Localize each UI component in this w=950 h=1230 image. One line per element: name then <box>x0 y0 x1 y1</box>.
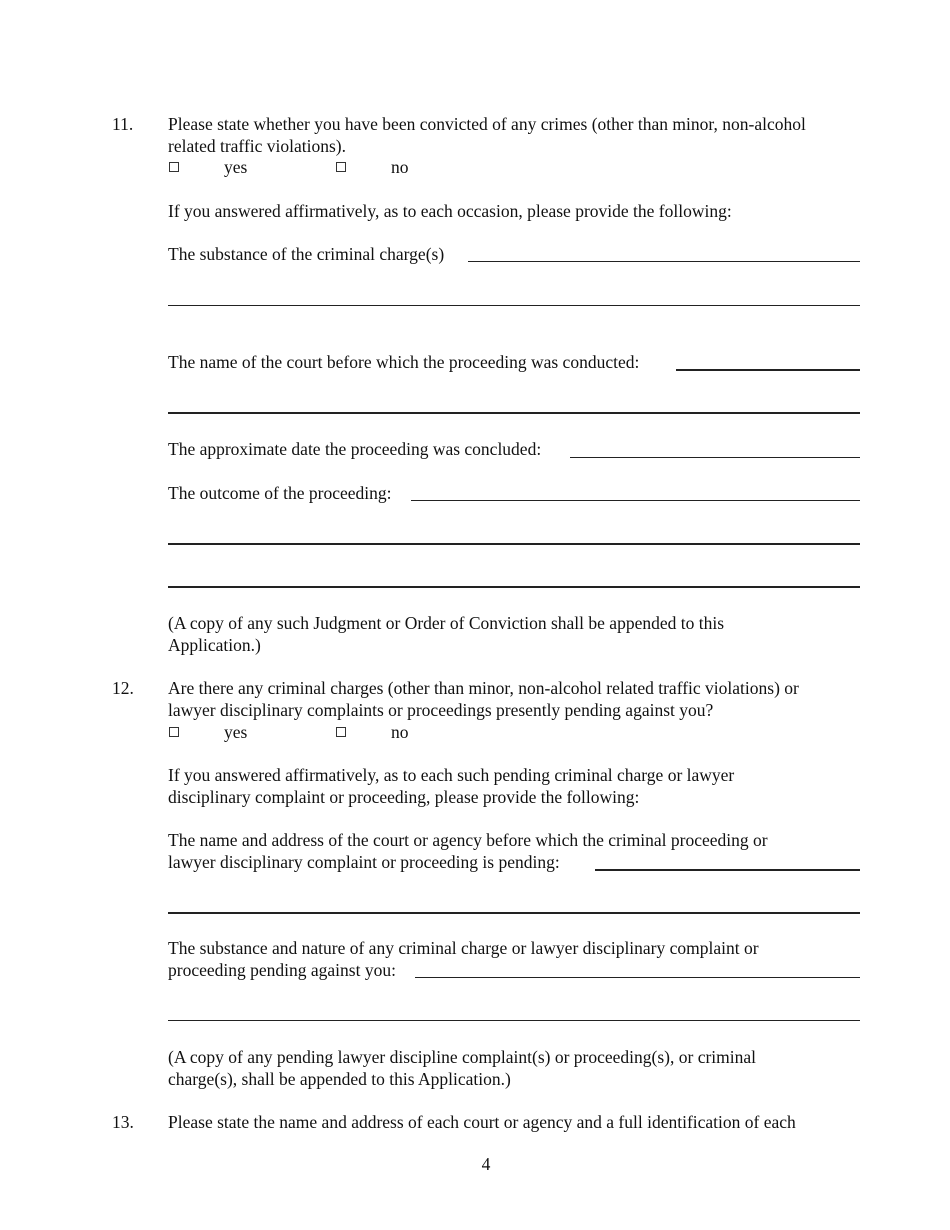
q12-note-line1: (A copy of any pending lawyer discipline complaint(s) or proceeding(s), or criminal <box>168 1047 757 1067</box>
q12-instruction-line1: If you answered affirmatively, as to each such pending criminal charge or lawyer <box>168 765 735 785</box>
q11-date-label: The approximate date the proceeding was concluded: <box>168 439 542 459</box>
q12-note-line2: charge(s), shall be appended to this Application.) <box>168 1069 511 1089</box>
page-number: 4 <box>481 1154 491 1174</box>
q11-no-checkbox[interactable] <box>336 162 346 172</box>
q12-substance-label-line1: The substance and nature of any criminal charge or lawyer disciplinary complaint or <box>168 938 759 958</box>
q11-charge-input-line2[interactable] <box>168 305 860 306</box>
q12-court-input-line2[interactable] <box>168 912 860 914</box>
q12-court-input[interactable] <box>595 869 860 871</box>
q11-charge-input[interactable] <box>468 261 860 262</box>
q12-no-checkbox[interactable] <box>336 727 346 737</box>
q11-charge-label: The substance of the criminal charge(s) <box>168 244 445 264</box>
q12-substance-input-line2[interactable] <box>168 1020 860 1021</box>
q11-no-label: no <box>391 157 409 177</box>
q12-no-label: no <box>391 722 409 742</box>
q11-number: 11. <box>112 114 134 134</box>
q11-court-input-line2[interactable] <box>168 412 860 414</box>
q11-outcome-input-line2[interactable] <box>168 543 860 545</box>
q12-court-label-line2: lawyer disciplinary complaint or proceeding is pending: <box>168 852 560 872</box>
q11-outcome-input-line3[interactable] <box>168 586 860 588</box>
q13-number: 13. <box>112 1112 134 1132</box>
q11-note-line1: (A copy of any such Judgment or Order of Conviction shall be appended to this <box>168 613 725 633</box>
q12-instruction-line2: disciplinary complaint or proceeding, please provide the following: <box>168 787 640 807</box>
q11-note-line2: Application.) <box>168 635 261 655</box>
q11-date-input[interactable] <box>570 457 860 458</box>
q11-instruction: If you answered affirmatively, as to each occasion, please provide the following: <box>168 201 732 221</box>
q12-substance-label-line2: proceeding pending against you: <box>168 960 396 980</box>
q11-question-line1: Please state whether you have been convicted of any crimes (other than minor, non-alcohol <box>168 114 806 134</box>
q11-court-input[interactable] <box>676 369 860 371</box>
q12-court-label-line1: The name and address of the court or agency before which the criminal proceeding or <box>168 830 768 850</box>
q11-yes-checkbox[interactable] <box>169 162 179 172</box>
q12-yes-label: yes <box>224 722 248 742</box>
q13-question-line1: Please state the name and address of each court or agency and a full identification of each <box>168 1112 796 1132</box>
q12-substance-input[interactable] <box>415 977 860 978</box>
q11-court-label: The name of the court before which the proceeding was conducted: <box>168 352 640 372</box>
q12-question-line1: Are there any criminal charges (other than minor, non-alcohol related traffic violations) or <box>168 678 799 698</box>
q12-yes-checkbox[interactable] <box>169 727 179 737</box>
q11-outcome-input[interactable] <box>411 500 860 501</box>
q12-question-line2: lawyer disciplinary complaints or proceedings presently pending against you? <box>168 700 714 720</box>
q12-number: 12. <box>112 678 134 698</box>
q11-yes-label: yes <box>224 157 248 177</box>
q11-question-line2: related traffic violations). <box>168 136 347 156</box>
q11-outcome-label: The outcome of the proceeding: <box>168 483 392 503</box>
